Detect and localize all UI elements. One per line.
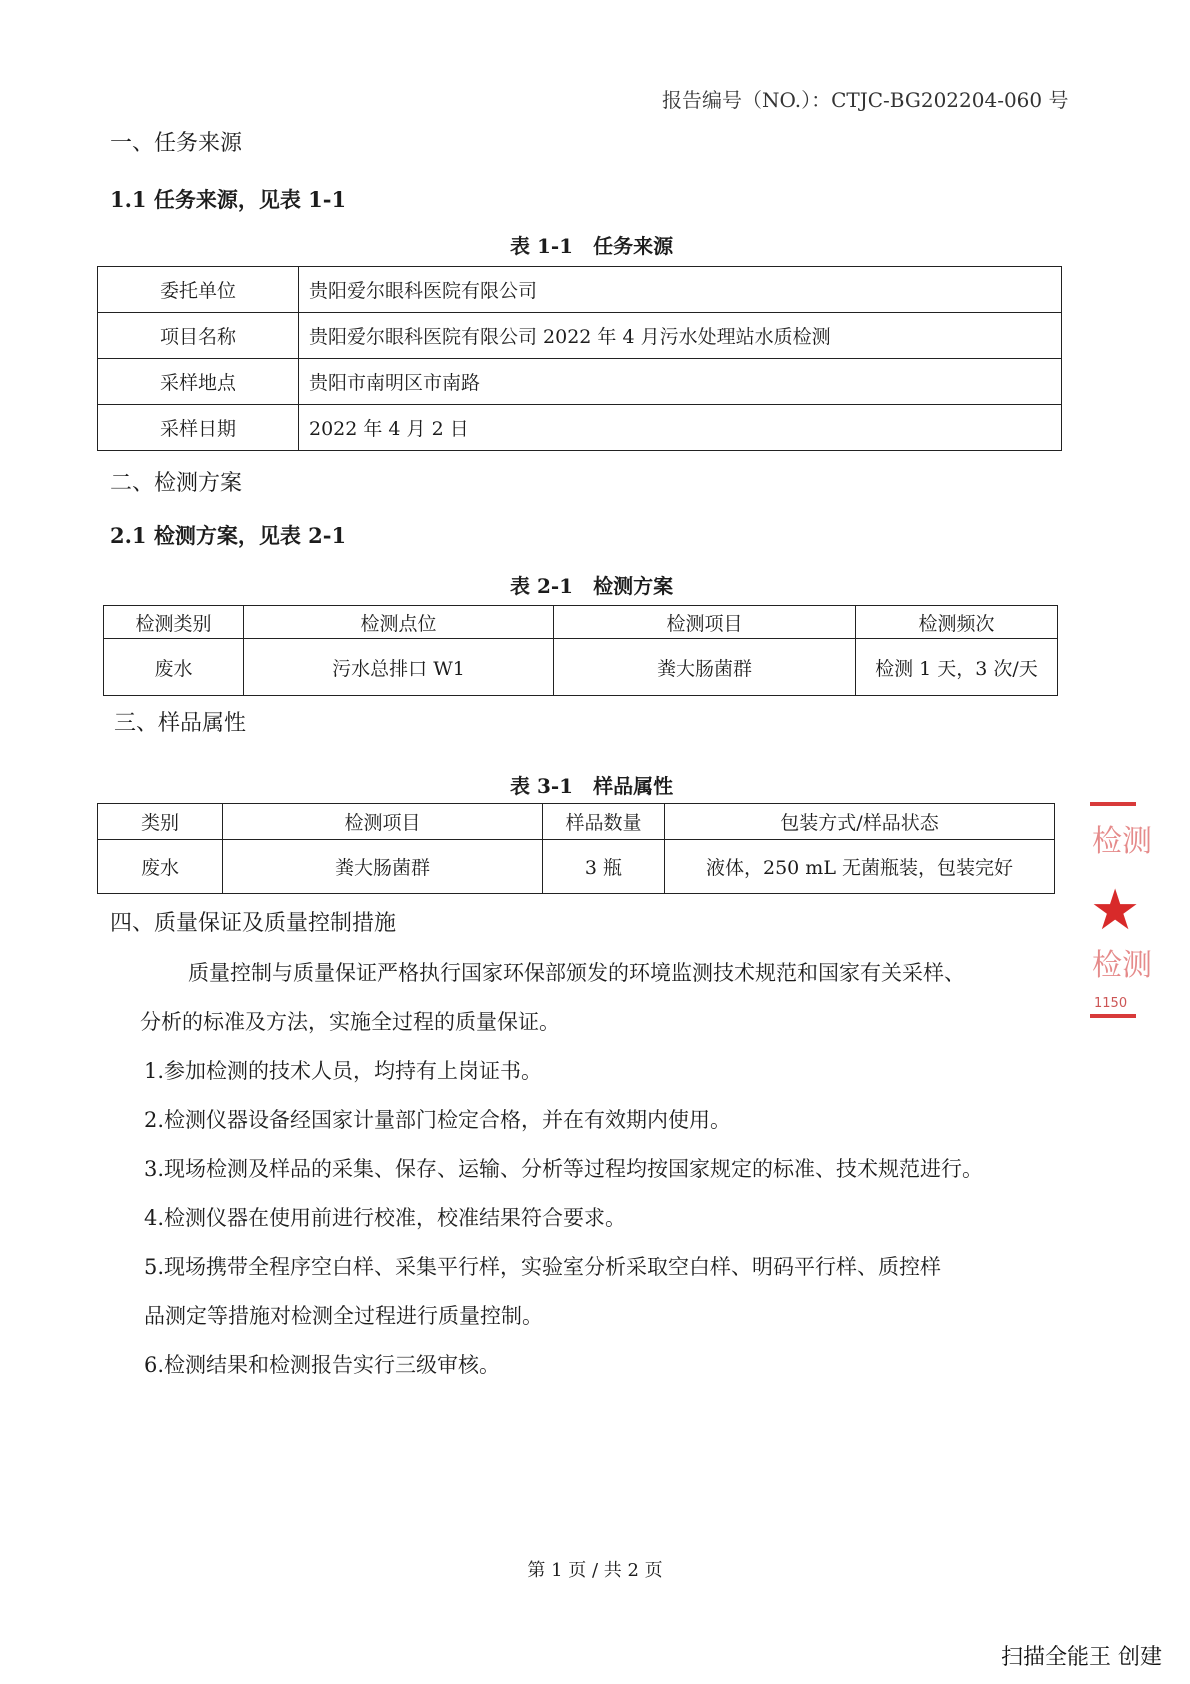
section3-title: 三、样品属性 bbox=[114, 711, 247, 736]
section1-title: 一、任务来源 bbox=[110, 131, 243, 156]
table-row bbox=[104, 639, 1058, 696]
qc-item: 2.检测仪器设备经国家计量部门检定合格，并在有效期内使用。 bbox=[144, 1108, 732, 1132]
section1-subtitle: 1.1 任务来源，见表 1-1 bbox=[110, 187, 347, 212]
table-cell-key: 采样日期 bbox=[98, 405, 299, 451]
table-cell: 废水 bbox=[104, 639, 244, 696]
section2-subtitle: 2.1 检测方案，见表 2-1 bbox=[110, 523, 347, 548]
qc-item: 4.检测仪器在使用前进行校准，校准结果符合要求。 bbox=[144, 1206, 627, 1230]
official-seal bbox=[1086, 800, 1152, 1022]
table-cell-key: 采样地点 bbox=[98, 359, 299, 405]
table-row bbox=[98, 313, 1062, 359]
sample-attributes-table bbox=[97, 803, 1055, 894]
table-row bbox=[98, 405, 1062, 451]
table-cell: 3 瓶 bbox=[543, 840, 665, 894]
table-cell: 检测 1 天，3 次/天 bbox=[856, 639, 1058, 696]
table-header-cell: 样品数量 bbox=[543, 804, 665, 840]
seal-number: 1150 bbox=[1094, 996, 1128, 1011]
scanner-watermark: 扫描全能王 创建 bbox=[1001, 1645, 1162, 1670]
table-cell: 粪大肠菌群 bbox=[554, 639, 856, 696]
table-cell: 液体，250 mL 无菌瓶装，包装完好 bbox=[665, 840, 1055, 894]
qc-intro-line1: 质量控制与质量保证严格执行国家环保部颁发的环境监测技术规范和国家有关采样、 bbox=[188, 961, 965, 985]
qc-item: 1.参加检测的技术人员，均持有上岗证书。 bbox=[144, 1059, 543, 1083]
table-cell: 污水总排口 W1 bbox=[244, 639, 554, 696]
table-header-cell: 检测点位 bbox=[244, 606, 554, 639]
table3-caption: 表 3-1 样品属性 bbox=[510, 774, 674, 798]
table2-caption: 表 2-1 检测方案 bbox=[510, 574, 674, 598]
table-cell-value: 贵阳市南明区市南路 bbox=[299, 359, 1062, 405]
table-header-cell: 检测项目 bbox=[223, 804, 543, 840]
table-header-cell: 检测类别 bbox=[104, 606, 244, 639]
table-header-cell: 包装方式/样品状态 bbox=[665, 804, 1055, 840]
task-source-table bbox=[97, 266, 1062, 451]
table-row bbox=[98, 359, 1062, 405]
qc-item: 3.现场检测及样品的采集、保存、运输、分析等过程均按国家规定的标准、技术规范进行。 bbox=[144, 1157, 984, 1181]
section2-title: 二、检测方案 bbox=[110, 471, 243, 496]
report-number: 报告编号（NO.）：CTJC-BG202204-060 号 bbox=[662, 88, 1069, 112]
table-cell-value: 贵阳爱尔眼科医院有限公司 bbox=[299, 267, 1062, 313]
table-header-row bbox=[104, 606, 1058, 639]
table-header-row bbox=[98, 804, 1055, 840]
table1-caption: 表 1-1 任务来源 bbox=[510, 234, 674, 258]
table-cell: 粪大肠菌群 bbox=[223, 840, 543, 894]
table-cell-value: 2022 年 4 月 2 日 bbox=[299, 405, 1062, 451]
qc-intro-line2: 分析的标准及方法，实施全过程的质量保证。 bbox=[140, 1010, 560, 1034]
table-cell-key: 项目名称 bbox=[98, 313, 299, 359]
table-header-cell: 检测频次 bbox=[856, 606, 1058, 639]
table-header-cell: 检测项目 bbox=[554, 606, 856, 639]
qc-item: 6.检测结果和检测报告实行三级审核。 bbox=[144, 1353, 501, 1377]
table-header-cell: 类别 bbox=[98, 804, 223, 840]
table-row bbox=[98, 267, 1062, 313]
table-cell: 废水 bbox=[98, 840, 223, 894]
table-cell-value: 贵阳爱尔眼科医院有限公司 2022 年 4 月污水处理站水质检测 bbox=[299, 313, 1062, 359]
seal-text-top: 检测 bbox=[1092, 824, 1152, 859]
detection-plan-table bbox=[103, 605, 1058, 696]
qc-item: 品测定等措施对检测全过程进行质量控制。 bbox=[144, 1304, 543, 1328]
table-cell-key: 委托单位 bbox=[98, 267, 299, 313]
section4-title: 四、质量保证及质量控制措施 bbox=[110, 911, 397, 936]
table-row bbox=[98, 840, 1055, 894]
star-icon: ★ bbox=[1090, 878, 1141, 943]
page-footer: 第 1 页 / 共 2 页 bbox=[527, 1560, 663, 1581]
qc-item: 5.现场携带全程序空白样、采集平行样，实验室分析采取空白样、明码平行样、质控样 bbox=[144, 1255, 942, 1279]
seal-text-bottom: 检测 bbox=[1092, 948, 1152, 983]
